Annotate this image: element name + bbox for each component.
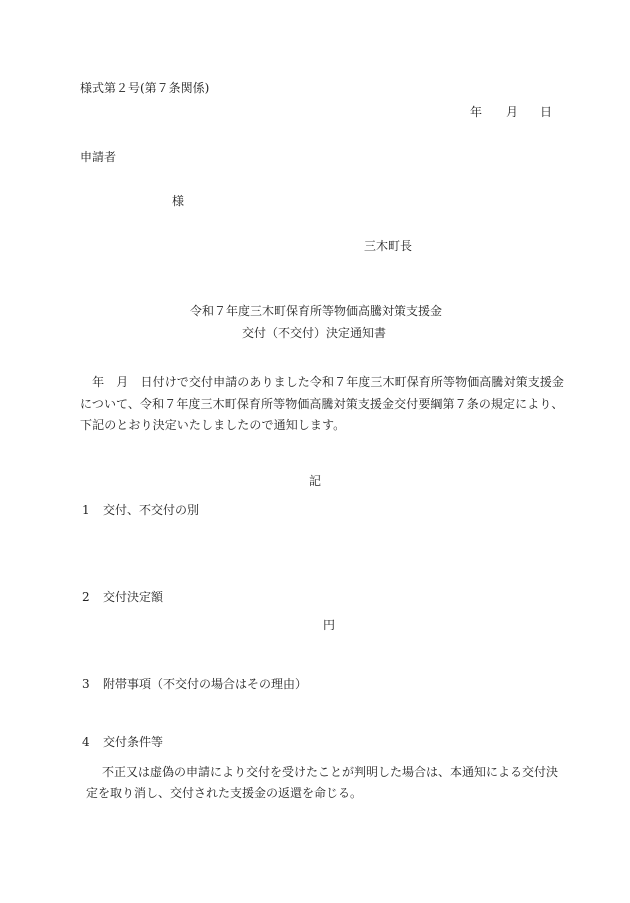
document-title-line2: 交付（不交付）決定通知書 bbox=[242, 326, 387, 340]
applicant-label: 申請者 bbox=[80, 150, 117, 164]
section-2-label: 交付決定額 bbox=[103, 590, 164, 604]
date-day: 日 bbox=[540, 105, 553, 119]
section-3-number: 3 bbox=[82, 677, 90, 691]
honorific: 様 bbox=[172, 194, 185, 208]
amount-unit: 円 bbox=[323, 618, 336, 632]
issuer: 三木町長 bbox=[364, 239, 413, 253]
body-paragraph bbox=[80, 372, 565, 437]
section-1-label: 交付、不交付の別 bbox=[103, 503, 200, 517]
date-year: 年 bbox=[470, 105, 483, 119]
body-line: 下記のとおり決定いたしましたので通知します。 bbox=[80, 418, 346, 432]
section-4-label: 交付条件等 bbox=[103, 735, 164, 749]
section-3-label: 附帯事項（不交付の場合はその理由） bbox=[103, 677, 308, 691]
conditions-line: 定を取り消し、交付された支援金の返還を命じる。 bbox=[86, 786, 363, 800]
section-1-number: 1 bbox=[82, 503, 90, 517]
body-line: について、令和７年度三木町保育所等物価高騰対策支援金交付要綱第７条の規定により、 bbox=[80, 396, 564, 411]
ki-heading: 記 bbox=[309, 474, 322, 488]
date-month: 月 bbox=[506, 105, 519, 119]
body-line: 年 月 日付けで交付申請のありました令和７年度三木町保育所等物価高騰対策支援金 bbox=[80, 375, 565, 389]
section-4-number: 4 bbox=[82, 735, 90, 749]
section-2-number: 2 bbox=[82, 590, 90, 604]
form-number: 様式第２号(第７条関係) bbox=[80, 81, 210, 95]
document-title-line1: 令和７年度三木町保育所等物価高騰対策支援金 bbox=[190, 304, 443, 318]
conditions-line: 不正又は虚偽の申請により交付を受けたことが判明した場合は、本通知による交付決 bbox=[102, 765, 559, 779]
